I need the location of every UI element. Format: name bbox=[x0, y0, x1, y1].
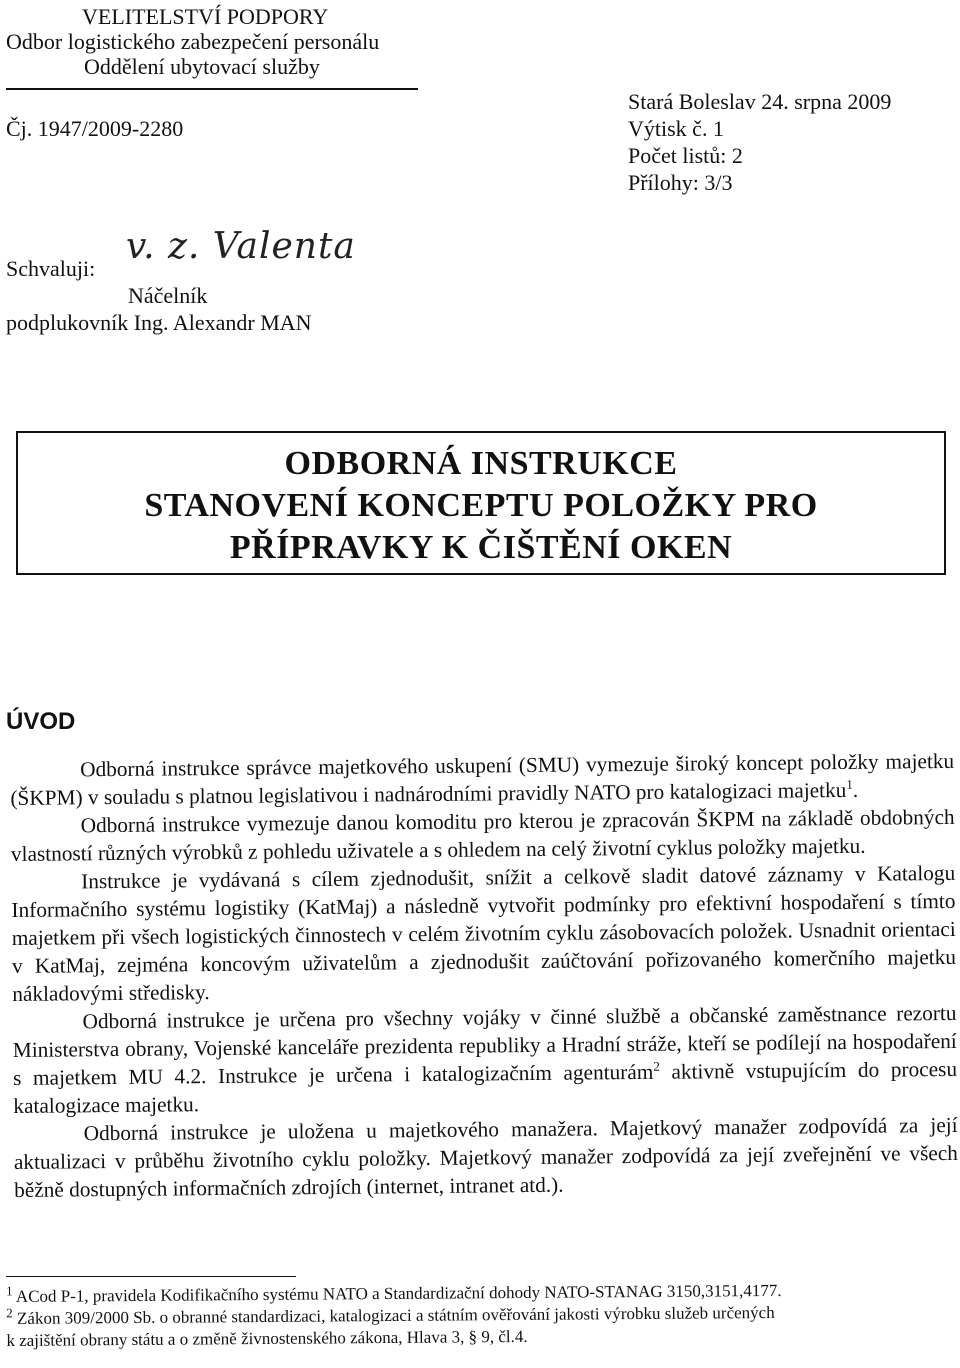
document-meta bbox=[628, 88, 891, 196]
document-title-box bbox=[16, 431, 946, 575]
footnote-1: $^1$ ACod P-1, pravidela Kodifikačního systému NATO a Standardizační dohody NATO-STANAG 3150,3151,4177. bbox=[5, 1280, 782, 1306]
handwritten-signature: v. z. Valenta bbox=[126, 226, 356, 267]
paragraph-1: Odborná instrukce správce majetkového uskupení (SMU) vymezuje široký koncept položky majetku (ŠKPM) v souladu s platnou legislativou i nadnárodními pravidly NATO pro katalogizaci majetku$^1$. bbox=[10, 748, 955, 810]
title-line-1: ODBORNÁ INSTRUKCE bbox=[284, 445, 678, 482]
paragraph-3: Instrukce je vydávaná s cílem zjednodušit, snížit a celkově sladit datové záznamy v Katalogu Informačního systému logistiky (KatMaj) a následně vytvořit podmínky pro efektivní hospodaření s tímto majetkem při všech logistických činnostech v celém životním cyklu zásobovacích položek. Usnadnit orientaci v KatMaj, zejména koncovým uživatelům a zjednodušit zaúčtování pořizovaného komerčního majetku nákladovými středisky. bbox=[11, 860, 957, 1006]
body-text bbox=[10, 747, 958, 1204]
footnote-2: $^2$ Zákon 309/2000 Sb. o obranné standardizaci, katalogizaci a státním ověřování jakosti výrobku služeb určených bbox=[6, 1302, 775, 1328]
footnote-2-continued: k zajištění obrany státu a o změně živnostenského zákona, Hlava 3, § 9, čl.4. bbox=[6, 1326, 528, 1350]
paragraph-4: Odborná instrukce je určena pro všechny vojáky v činné službě a občanské zaměstnance rezortu Ministerstva obrany, Vojenské kanceláře prezidenta republiky a Hradní stráže, kteří se podílejí na hospodaření s majetkem MU 4.2. Instrukce je určena i katalogizačním agenturám$^2$ aktivně vstupujícím do procesu katalogizace majetku. bbox=[12, 1000, 958, 1118]
footnote-ref-2: 2 bbox=[653, 1058, 660, 1074]
place-date: Stará Boleslav 24. srpna 2009 bbox=[628, 89, 892, 114]
org-department: Odbor logistického zabezpečení personálu bbox=[6, 29, 380, 54]
footnotes bbox=[6, 1279, 950, 1352]
org-name: VELITELSTVÍ PODPORY bbox=[82, 4, 329, 29]
paragraph-5: Odborná instrukce je uložena u majetkového manažera. Majetkový manažer zodpovídá za její aktualizaci v průběhu životního cyklu položky. Majetkový manažer zodpovídá za její zveřejnění ve všech běžně dostupných informačních zdrojích (internet, intranet atd.). bbox=[13, 1112, 958, 1202]
reference-number: Čj. 1947/2009-2280 bbox=[6, 116, 184, 141]
organization-block bbox=[6, 4, 379, 79]
copy-number: Výtisk č. 1 bbox=[628, 116, 724, 141]
approver-name: podplukovník Ing. Alexandr MAN bbox=[6, 310, 312, 335]
approval-label: Schvaluji: bbox=[6, 256, 96, 281]
paragraph-2: Odborná instrukce vymezuje danou komoditu pro kterou je zpracován ŠKPM na základě obdobných vlastností různých výrobků z pohledu uživatele a s ohledem na celý životní cyklus položky majetku. bbox=[10, 804, 955, 866]
sheet-count: Počet listů: 2 bbox=[628, 143, 743, 168]
header-divider bbox=[6, 88, 418, 90]
section-heading: ÚVOD bbox=[6, 708, 76, 735]
attachments-count: Přílohy: 3/3 bbox=[628, 170, 733, 195]
approver-role: Náčelník bbox=[128, 283, 208, 308]
title-line-2: STANOVENÍ KONCEPTU POLOŽKY PRO bbox=[144, 487, 818, 524]
org-section: Oddělení ubytovací služby bbox=[84, 54, 320, 79]
footnote-ref-1: 1 bbox=[846, 776, 853, 792]
title-line-3: PŘÍPRAVKY K ČIŠTĚNÍ OKEN bbox=[229, 529, 733, 566]
footnote-divider bbox=[6, 1276, 296, 1277]
